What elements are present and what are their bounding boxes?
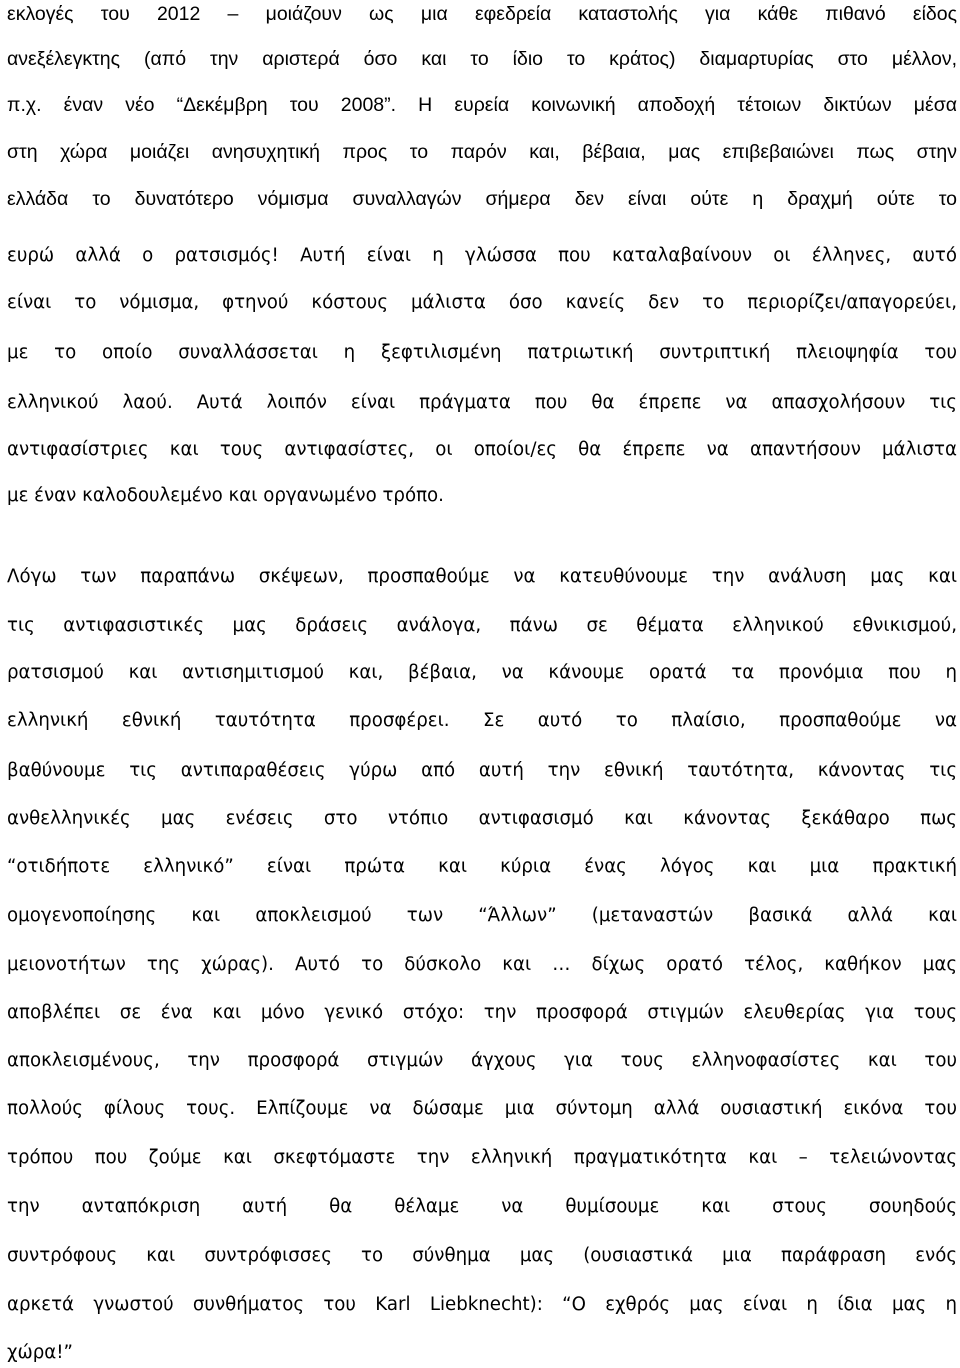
text-line: ρατσισμού και αντισημιτισμού και, βέβαια, να κάνουμε ορατά τα προνόμια που η (7, 662, 957, 683)
text-line: μειονοτήτων της χώρας). Αυτό το δύσκολο και … δίχως ορατό τέλος, καθήκον μας (7, 954, 957, 975)
text-line: με το οποίο συναλλάσσεται η ξεφτιλισμένη πατριωτική συντριπτική πλειοψηφία του (7, 342, 957, 363)
text-line: αρκετά γνωστού συνθήματος του Karl Liebknecht): “Ο εχθρός μας είναι η ίδια μας η (7, 1294, 957, 1315)
text-line: τρόπου που ζούμε και σκεφτόμαστε την ελληνική πραγματικότητα και – τελειώνοντας (7, 1147, 957, 1168)
text-line: π.χ. έναν νέο “Δεκέμβρη του 2008”. Η ευρεία κοινωνική αποδοχή τέτοιων δικτύων μέσα (7, 94, 957, 116)
text-line: ομογενοποίησης και αποκλεισμού των “Άλλων” (μεταναστών βασικά αλλά και (7, 905, 957, 926)
text-line: Λόγω των παραπάνω σκέψεων, προσπαθούμε να κατευθύνουμε την ανάλυση μας και (7, 566, 957, 587)
text-line: ελλάδα το δυνατότερο νόμισμα συναλλαγών σήμερα δεν είναι ούτε η δραχμή ούτε το (7, 188, 957, 210)
text-line: αποβλέπει σε ένα και μόνο γενικό στόχο: την προσφορά στιγμών ελευθερίας για τους (7, 1002, 957, 1023)
text-line: με έναν καλοδουλεμένο και οργανωμένο τρόπο. (7, 485, 444, 506)
text-line: την ανταπόκριση αυτή θα θέλαμε να θυμίσουμε και στους σουηδούς (7, 1196, 957, 1217)
text-line: βαθύνουμε τις αντιπαραθέσεις γύρω από αυτή την εθνική ταυτότητα, κάνοντας τις (7, 760, 957, 781)
text-line: εκλογές του 2012 – μοιάζουν ως μια εφεδρεία καταστολής για κάθε πιθανό είδος (7, 3, 957, 25)
text-line: ευρώ αλλά ο ρατσισμός! Αυτή είναι η γλώσσα που καταλαβαίνουν οι έλληνες, αυτό (7, 245, 957, 266)
text-line: ελληνικού λαού. Αυτά λοιπόν είναι πράγματα που θα έπρεπε να απασχολήσουν τις (7, 392, 957, 413)
text-line: αντιφασίστριες και τους αντιφασίστες, οι οποίοι/ες θα έπρεπε να απαντήσουν μάλιστα (7, 439, 957, 460)
text-line: χώρα!” (7, 1342, 73, 1363)
text-line: τις αντιφασιστικές μας δράσεις ανάλογα, πάνω σε θέματα ελληνικού εθνικισμού, (7, 615, 957, 636)
text-line: ανεξέλεγκτης (από την αριστερά όσο και το ίδιο το κράτος) διαμαρτυρίας στο μέλλον, (7, 48, 957, 70)
text-line: ελληνική εθνική ταυτότητα προσφέρει. Σε αυτό το πλαίσιο, προσπαθούμε να (7, 710, 957, 731)
text-line: αποκλεισμένους, την προσφορά στιγμών άγχους για τους ελληνοφασίστες και του (7, 1050, 957, 1071)
text-line: συντρόφους και συντρόφισσες το σύνθημα μας (ουσιαστικά μια παράφραση ενός (7, 1245, 957, 1266)
text-line: ανθελληνικές μας ενέσεις στο ντόπιο αντιφασισμό και κάνοντας ξεκάθαρο πως (7, 808, 957, 829)
text-line: “οτιδήποτε ελληνικό” είναι πρώτα και κύρια ένας λόγος και μια πρακτική (7, 856, 957, 877)
text-line: είναι το νόμισμα, φτηνού κόστους μάλιστα όσο κανείς δεν το περιορίζει/απαγορεύει, (7, 292, 957, 313)
text-line: πολλούς φίλους τους. Ελπίζουμε να δώσαμε μια σύντομη αλλά ουσιαστική εικόνα του (7, 1098, 957, 1119)
text-line: στη χώρα μοιάζει ανησυχητική προς το παρόν και, βέβαια, μας επιβεβαιώνει πως στην (7, 141, 957, 163)
